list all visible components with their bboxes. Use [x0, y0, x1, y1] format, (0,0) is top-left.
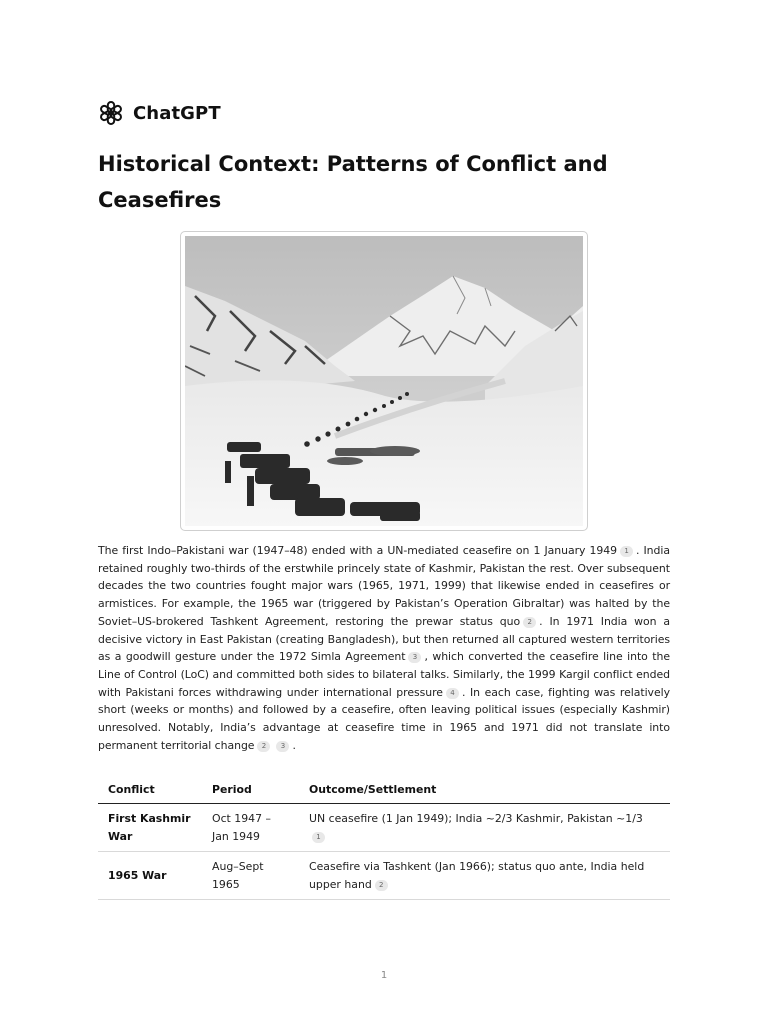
photo-frame	[180, 231, 588, 531]
openai-knot-icon	[98, 100, 124, 126]
body-sentence: The first Indo–Pakistani war (1947–48) ended with a UN-mediated ceasefire on 1 January 1949	[98, 544, 618, 557]
period-cell: Oct 1947 – Jan 1949	[202, 804, 299, 852]
citation-badge[interactable]: 1	[312, 832, 325, 843]
body-sentence: . In each case, fighting was relatively short (weeks or months) and followed by a ceasefire, often leaving political issues (especially Kashmir) unresolved. Notably, India’s advantage at ceasefire time in 1965 and 1971 did not translate into permanent territorial change	[98, 685, 670, 752]
body-sentence: .	[292, 738, 296, 752]
citation-badge[interactable]: 3	[408, 652, 421, 663]
outcome-text: Ceasefire via Tashkent (Jan 1966); status quo ante, India held upper hand	[309, 860, 645, 891]
table-row	[98, 852, 670, 900]
citation-badge[interactable]: 2	[375, 880, 388, 891]
page-number: 1	[380, 970, 388, 981]
citation-badge[interactable]: 1	[620, 546, 633, 557]
snowy-mountain-photo	[185, 236, 583, 526]
outcome-cell	[299, 852, 670, 900]
body-sentence: , which converted the ceasefire line into the Line of Control (LoC) and committed both sides to bilateral talks. Similarly, the 1999 Kargil conflict ended with Pakistani forces withdrawing under international pressure	[98, 650, 670, 699]
page-title: Historical Context: Patterns of Conflict and Ceasefires	[98, 152, 608, 212]
conflict-cell: First Kashmir War	[98, 804, 202, 852]
conflict-cell: 1965 War	[98, 852, 202, 900]
body-sentence: . In 1971 India won a decisive victory in East Pakistan (creating Bangladesh), but then returned all captured western territories as a goodwill gesture under the 1972 Simla Agreement	[98, 614, 670, 664]
citation-badge[interactable]: 3	[276, 741, 289, 752]
citation-badge[interactable]: 2	[257, 741, 270, 752]
outcome-text: UN ceasefire (1 Jan 1949); India ~2/3 Kashmir, Pakistan ~1/3	[309, 812, 643, 825]
table-header-row	[98, 776, 670, 804]
brand-name: ChatGPT	[133, 102, 221, 124]
column-header: Outcome/Settlement	[299, 776, 670, 804]
body-sentence: . India retained roughly two-thirds of the erstwhile princely state of Kashmir, Pakistan the rest. Over subsequent decades the two countries fought major wars (1965, 1971, 1999) that likewise ended in ceasefires or armistices. For example, the 1965 war (triggered by Pakistan’s Operation Gibraltar) was halted by the Soviet–US-brokered Tashkent Agreement, restoring the prewar status quo	[98, 544, 670, 628]
outcome-cell	[299, 804, 670, 852]
table-row	[98, 804, 670, 852]
period-cell: Aug–Sept 1965	[202, 852, 299, 900]
body-paragraph	[98, 542, 670, 754]
conflict-table	[98, 776, 670, 900]
citation-badge[interactable]: 2	[523, 617, 536, 628]
column-header: Conflict	[98, 776, 202, 804]
brand-header	[98, 100, 221, 126]
citation-badge[interactable]: 4	[446, 688, 459, 699]
column-header: Period	[202, 776, 299, 804]
